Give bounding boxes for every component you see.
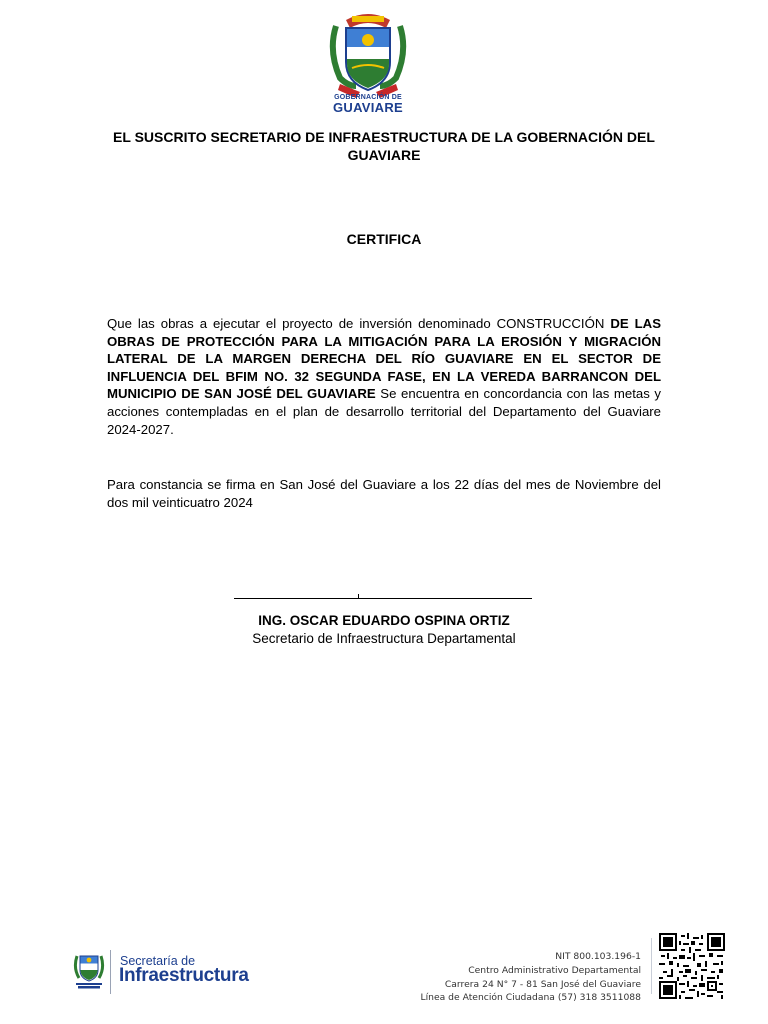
heading-line-1: EL SUSCRITO SECRETARIO DE INFRAESTRUCTURA DE LA GOBERNACIÓN DEL bbox=[113, 129, 655, 145]
signer-role: Secretario de Infraestructura Departamental bbox=[252, 631, 516, 646]
signing-statement: Para constancia se firma en San José del Guaviare a los 22 días del mes de Noviembre del dos mil veinticuatro 2024 bbox=[107, 477, 661, 510]
certificate-body-paragraph bbox=[107, 315, 661, 438]
document-heading bbox=[100, 128, 668, 164]
heading-line-2: GUAVIARE bbox=[347, 147, 421, 163]
footer-contact-info bbox=[380, 950, 641, 1005]
signer-name: ING. OSCAR EDUARDO OSPINA ORTIZ bbox=[258, 613, 510, 628]
footer-address: Carrera 24 N° 7 - 81 San José del Guaviare bbox=[444, 978, 641, 990]
paragraph-intro: Que las obras a ejecutar el proyecto de inversión denominado CONSTRUCCIÓN bbox=[107, 316, 611, 331]
logo-caption-big: GUAVIARE bbox=[332, 100, 404, 115]
paragraph-rest: Se encuentra en concordancia con las metas y acciones contempladas en el plan de desarrollo territorial del Departamento del Guaviare 2024-2027. bbox=[107, 386, 661, 437]
footer-vertical-rule bbox=[651, 938, 652, 994]
certificate-title: CERTIFICA bbox=[346, 231, 422, 247]
logo-caption-small: GOBERNACIÓN DE bbox=[334, 94, 402, 101]
logo-caption bbox=[318, 94, 418, 114]
footer-phone: Línea de Atención Ciudadana (57) 318 3511088 bbox=[420, 992, 641, 1004]
footer-centro: Centro Administrativo Departamental bbox=[468, 964, 641, 976]
footer-coat-of-arms-icon bbox=[73, 950, 105, 990]
footer-secretaria-label: Secretaría de bbox=[120, 954, 196, 968]
signature-line-tick bbox=[358, 594, 359, 599]
project-name: DE LAS OBRAS DE PROTECCIÓN PARA LA MITIGACIÓN PARA LA EROSIÓN Y MIGRACIÓN LATERAL DE LA MARGEN DERECHA DEL RÍO GUAVIARE EN EL SECTOR DE INFLUENCIA DEL BFIM NO. 32 SEGUNDA FASE, EN LA VEREDA BARRANCON DEL MUNICIPIO DE SAN JOSÉ DEL GUAVIARE bbox=[107, 316, 661, 402]
qr-code-icon bbox=[659, 933, 725, 999]
footer-nit: NIT 800.103.196-1 bbox=[555, 951, 641, 962]
footer-infraestructura-label: Infraestructura bbox=[119, 965, 249, 986]
signature-line bbox=[234, 598, 532, 599]
footer-divider bbox=[110, 950, 111, 994]
